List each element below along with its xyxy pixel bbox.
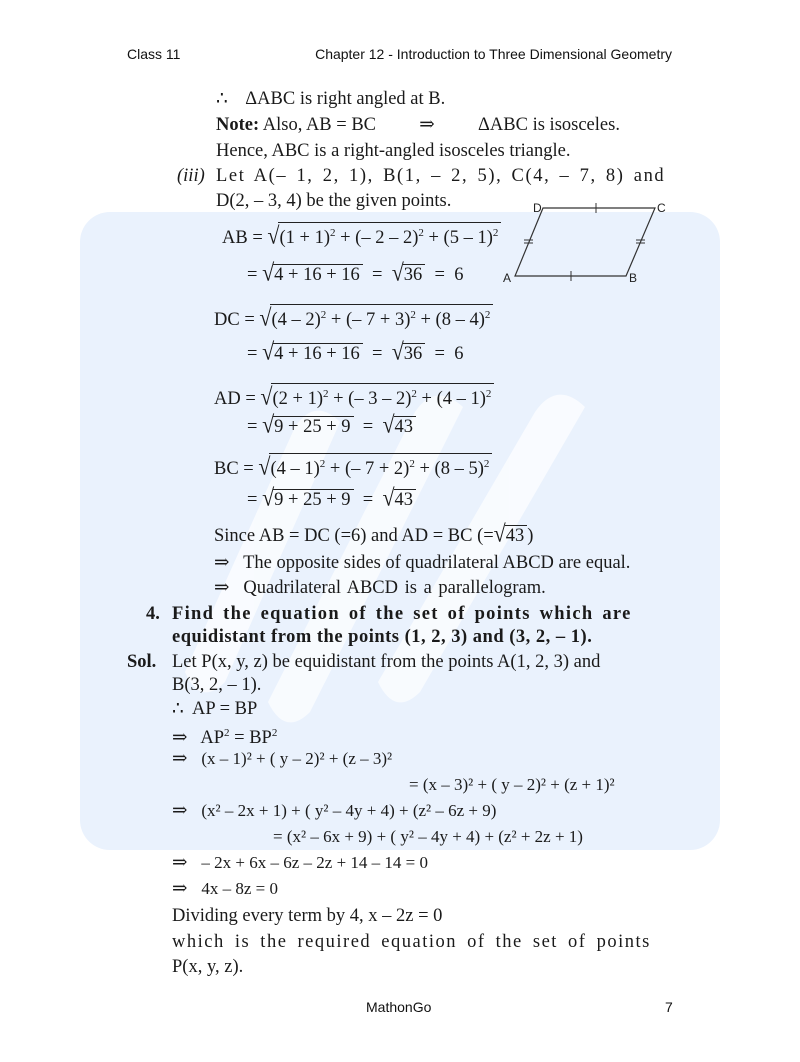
solution-step-1: ∴ AP = BP — [172, 699, 258, 719]
parallelogram-diagram — [500, 198, 680, 293]
solution-step-4-rhs: = (x² – 6x + 9) + ( y² – 4y + 4) + (z² + 2z + 1) — [273, 827, 583, 846]
solution-step-4: ⇒ (x² – 2x + 1) + ( y² – 4y + 4) + (z² – 6z + 9) — [172, 801, 497, 821]
solution-line-2: B(3, 2, – 1). — [172, 675, 262, 695]
question-line-2: equidistant from the points (1, 2, 3) and (3, 2, – 1). — [172, 627, 593, 647]
part-iii-label: (iii) — [177, 166, 205, 186]
page-number: 7 — [665, 999, 673, 1015]
implies-symbol: ⇒ — [419, 115, 435, 135]
dc-step2: = √4 + 16 + 16 = √36 = 6 — [247, 337, 464, 366]
since-line: Since AB = DC (=6) and AD = BC (=√43 ) — [214, 519, 534, 548]
bc-step2: = √9 + 25 + 9 = √43 — [247, 487, 416, 511]
part-iii-line2: D(2, – 3, 4) be the given points. — [216, 191, 452, 211]
footer-brand: MathonGo — [366, 999, 432, 1015]
solution-label: Sol. — [127, 652, 157, 672]
part-iii-line1: Let A(– 1, 2, 1), B(1, – 2, 5), C(4, – 7, 8) and — [216, 166, 666, 186]
ab-equation: AB = $√(1 + 1)^2$ + (– 2 – 2)$^2$ + (5 – 1)$^2$ — [222, 222, 501, 249]
header-class: Class 11 — [127, 46, 181, 62]
ad-equation: AD = $√(2 + 1)^2$ + (– 3 – 2)$^2$ + (4 – 1)$^2$ — [214, 383, 494, 410]
solution-step-3-rhs: = (x – 3)² + ( y – 2)² + (z + 1)² — [409, 775, 615, 794]
conclusion-line-1: ⇒ The opposite sides of quadrilateral ABCD are equal. — [214, 553, 631, 573]
final-line-2: P(x, y, z). — [172, 957, 244, 977]
solution-step-3: ⇒ (x – 1)² + ( y – 2)² + (z – 3)² — [172, 749, 393, 769]
hence-line: Hence, ABC is a right-angled isosceles triangle. — [216, 141, 571, 161]
solution-step-6: ⇒ 4x – 8z = 0 — [172, 879, 279, 899]
therefore-symbol: ∴ — [216, 89, 228, 109]
ab-step2: = √4 + 16 + 16 = √36 = 6 — [247, 258, 464, 287]
dc-equation: DC = √(4 – 2)$^2$ + (– 7 + 3)$^2$ + (8 – 4)$^2$ — [214, 304, 493, 331]
solution-line-1: Let P(x, y, z) be equidistant from the points A(1, 2, 3) and — [172, 652, 601, 672]
conclusion-line-2: ⇒ Quadrilateral ABCD is a parallelogram. — [214, 578, 546, 598]
dividing-line: Dividing every term by 4, x – 2z = 0 — [172, 906, 443, 926]
question-number: 4. — [146, 604, 160, 624]
solution-step-5: ⇒ – 2x + 6x – 6z – 2z + 14 – 14 = 0 — [172, 853, 428, 873]
vertex-c-label: C — [657, 201, 666, 215]
final-line-1: which is the required equation of the set of points — [172, 932, 651, 952]
question-line-1: Find the equation of the set of points which are — [172, 604, 632, 624]
vertex-a-label: A — [503, 271, 512, 285]
vertex-b-label: B — [629, 271, 638, 285]
note-line: Note: Also, AB = BC ⇒ ΔABC is isosceles. — [216, 115, 620, 135]
therefore-line: ∴ ΔABC is right angled at B. — [216, 89, 446, 109]
solution-step-2: ⇒ $AP^2 = BP^2$ — [172, 727, 278, 748]
bc-equation: BC = √(4 – 1)$^2$ + (– 7 + 2)$^2$ + (8 – 5)$^2$ — [214, 453, 492, 480]
ad-step2: = √9 + 25 + 9 = √43 — [247, 414, 416, 438]
vertex-d-label: D — [533, 201, 542, 215]
header-chapter: Chapter 12 - Introduction to Three Dimensional Geometry — [315, 46, 672, 62]
note-label: Note: — [216, 115, 260, 135]
